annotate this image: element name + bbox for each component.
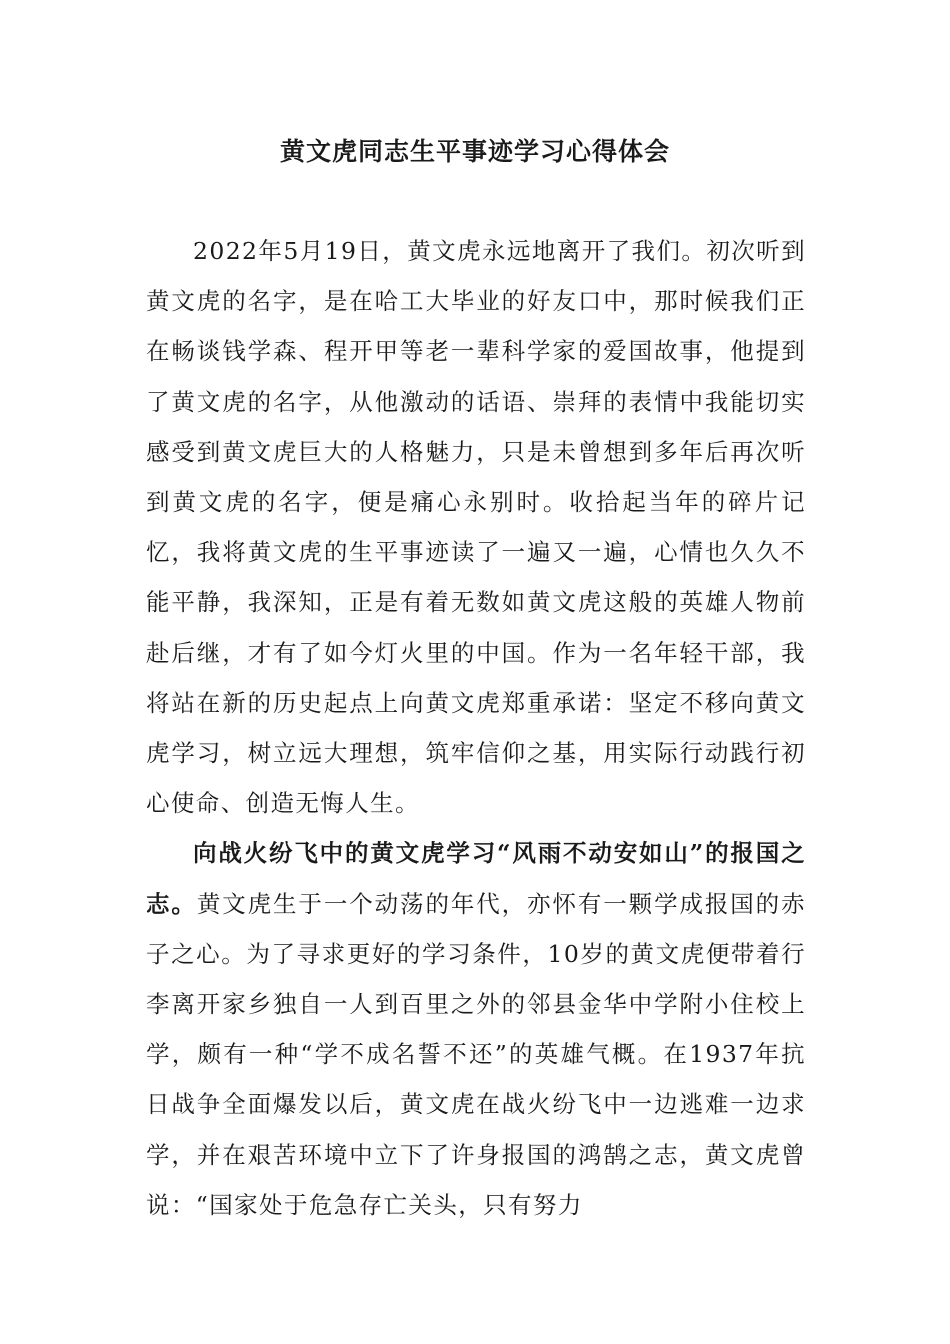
paragraph-2-lead: 向战火纷飞中的黄文虎学习“风雨不动安如山”的报国之志。 xyxy=(146,839,806,918)
paragraph-2-text: 黄文虎生于一个动荡的年代，亦怀有一颗学成报国的赤子之心。为了寻求更好的学习条件，10岁的黄文虎便带着行李离开家乡独自一人到百里之外的邻县金华中学附小住校上学，颇有一种“学不成名誓不还”的英雄气概。在1937年抗日战争全面爆发以后，黄文虎在战火纷飞中一边逃难一边求学，并在艰苦环境中立下了许身报国的鸿鹄之志，黄文虎曾说：“国家处于危急存亡关头，只有努力 xyxy=(146,889,806,1219)
paragraph-2 xyxy=(146,828,806,1230)
paragraph-1-text: 2022年5月19日，黄文虎永远地离开了我们。初次听到黄文虎的名字，是在哈工大毕业的好友口中，那时候我们正在畅谈钱学森、程开甲等老一辈科学家的爱国故事，他提到了黄文虎的名字，从他激动的话语、崇拜的表情中我能切实感受到黄文虎巨大的人格魅力，只是未曾想到多年后再次听到黄文虎的名字，便是痛心永别时。收拾起当年的碎片记忆，我将黄文虎的生平事迹读了一遍又一遍，心情也久久不能平静，我深知，正是有着无数如黄文虎这般的英雄人物前赴后继，才有了如今灯火里的中国。作为一名年轻干部，我将站在新的历史起点上向黄文虎郑重承诺：坚定不移向黄文虎学习，树立远大理想，筑牢信仰之基，用实际行动践行初心使命、创造无悔人生。 xyxy=(146,237,806,818)
paragraph-1 xyxy=(146,226,806,828)
document-body xyxy=(146,226,806,1230)
document-title: 黄文虎同志生平事迹学习心得体会 xyxy=(279,137,670,166)
